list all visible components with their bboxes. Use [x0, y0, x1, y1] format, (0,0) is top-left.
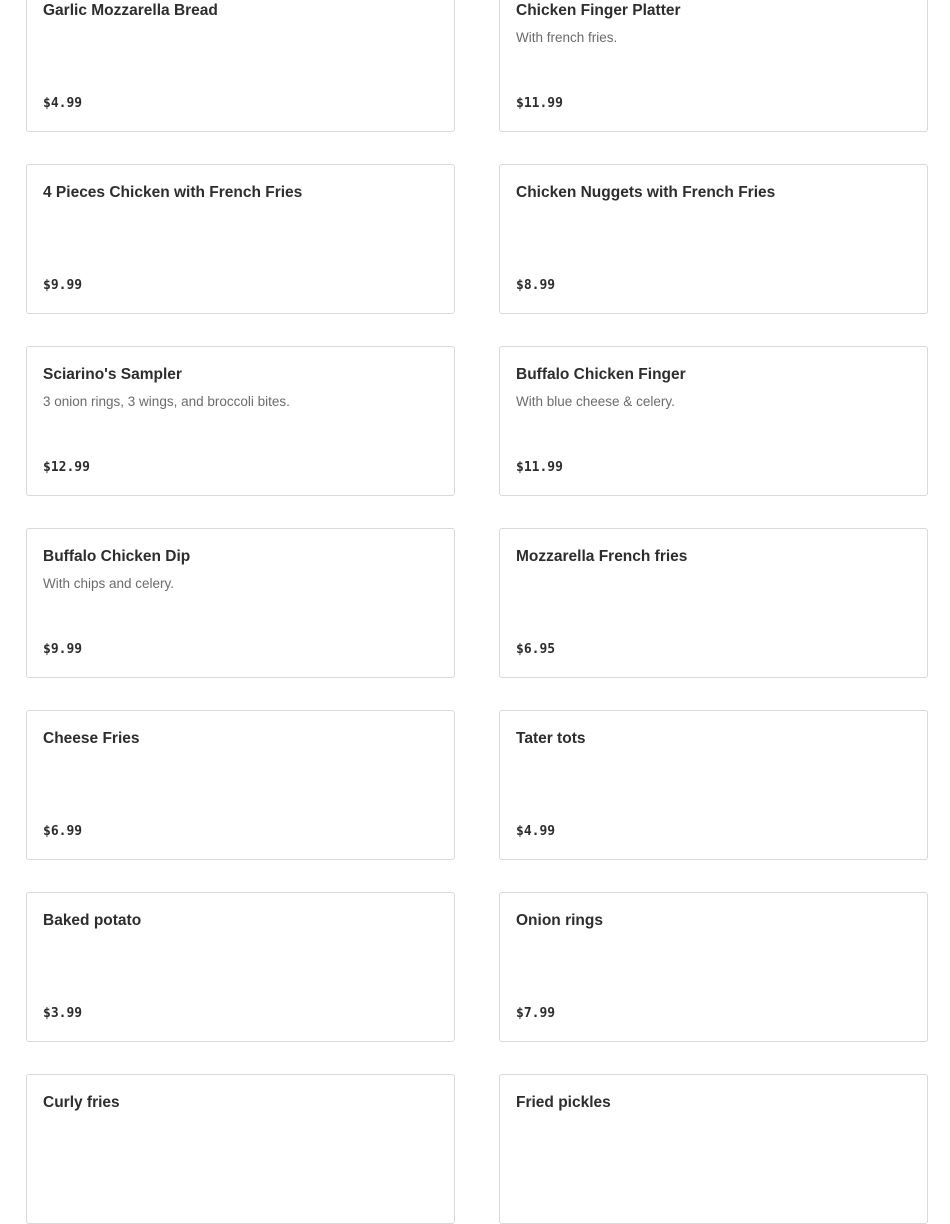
menu-item-card[interactable]: [499, 528, 928, 678]
menu-item-card[interactable]: [26, 164, 455, 314]
item-price: $11.99: [516, 96, 563, 111]
menu-item-card[interactable]: [499, 164, 928, 314]
item-name: Buffalo Chicken Finger: [516, 366, 686, 383]
item-price: $9.99: [43, 642, 83, 657]
item-name: Mozzarella French fries: [516, 548, 688, 565]
item-name: Tater tots: [516, 730, 586, 747]
menu-grid: [26, 0, 928, 1224]
item-price: $9.99: [43, 278, 83, 293]
item-name: Curly fries: [43, 1094, 120, 1111]
menu-item-card[interactable]: [26, 346, 455, 496]
item-name: Garlic Mozzarella Bread: [43, 2, 218, 19]
item-price: $6.99: [43, 824, 83, 839]
menu-item-card[interactable]: [26, 0, 455, 132]
menu-item-card[interactable]: [26, 1074, 455, 1224]
item-price: $8.99: [516, 278, 556, 293]
item-name: Fried pickles: [516, 1094, 611, 1111]
item-price: $11.99: [516, 460, 563, 475]
item-price: $6.95: [516, 642, 556, 657]
item-name: Buffalo Chicken Dip: [43, 548, 191, 565]
item-price: $3.99: [43, 1006, 83, 1021]
menu-item-card[interactable]: [26, 892, 455, 1042]
item-description: With french fries.: [516, 30, 618, 45]
item-price: $4.99: [516, 824, 556, 839]
item-price: $4.99: [43, 96, 83, 111]
menu-item-card[interactable]: [499, 1074, 928, 1224]
menu-item-card[interactable]: [499, 892, 928, 1042]
item-description: With blue cheese & celery.: [516, 394, 675, 409]
item-price: $12.99: [43, 460, 90, 475]
item-name: 4 Pieces Chicken with French Fries: [43, 184, 303, 201]
item-price: $7.99: [516, 1006, 556, 1021]
item-description: 3 onion rings, 3 wings, and broccoli bites.: [43, 394, 290, 409]
item-name: Cheese Fries: [43, 730, 140, 747]
menu-item-card[interactable]: [499, 346, 928, 496]
item-name: Onion rings: [516, 912, 603, 929]
menu-item-card[interactable]: [499, 0, 928, 132]
menu-item-card[interactable]: [26, 710, 455, 860]
item-name: Sciarino's Sampler: [43, 366, 182, 383]
item-name: Baked potato: [43, 912, 142, 929]
item-name: Chicken Finger Platter: [516, 2, 681, 19]
menu-item-card[interactable]: [499, 710, 928, 860]
item-description: With chips and celery.: [43, 576, 175, 591]
menu-item-card[interactable]: [26, 528, 455, 678]
item-name: Chicken Nuggets with French Fries: [516, 184, 776, 201]
